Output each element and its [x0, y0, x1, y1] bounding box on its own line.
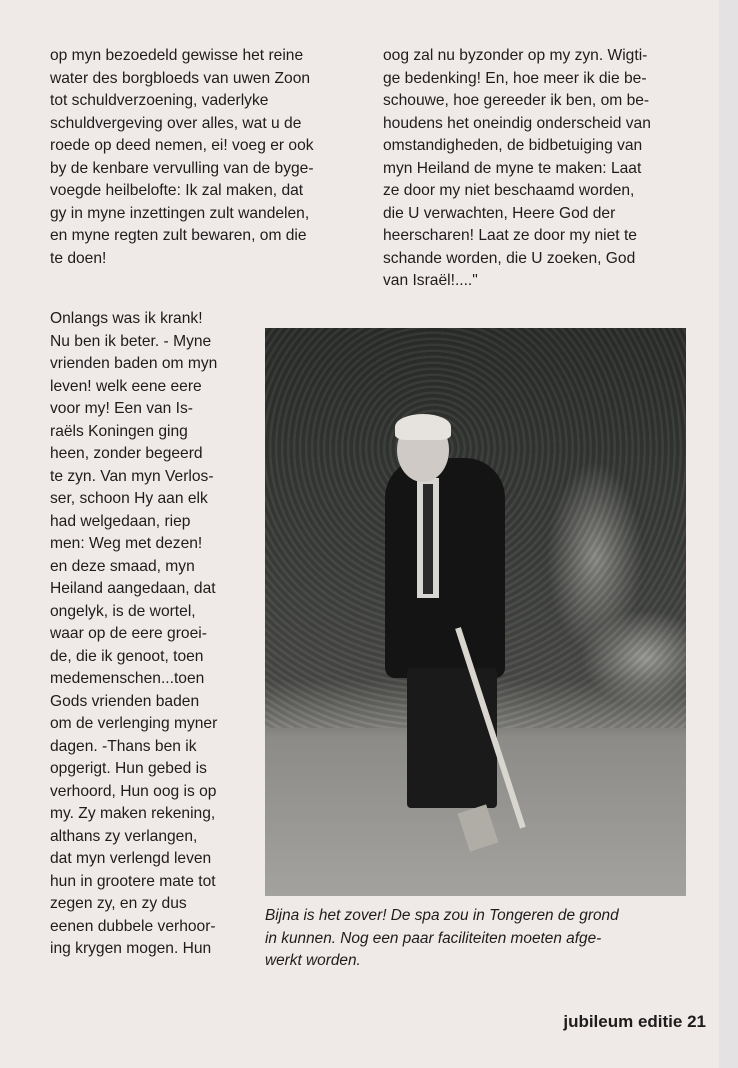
text-column-right — [383, 45, 651, 293]
text-column-left-top — [50, 45, 314, 270]
text-line: Bijna is het zover! De spa zou in Tongeren de grond — [265, 907, 619, 924]
text-line: Onlangs was ik krank! — [50, 310, 203, 327]
page-footer: jubileum editie 21 — [563, 1012, 706, 1031]
text-line: had welgedaan, riep — [50, 512, 191, 530]
tie — [423, 484, 433, 594]
text-line: omstandigheden, de bidbetuiging van — [383, 137, 643, 154]
photo-man-with-spade — [265, 328, 686, 896]
text-line: te zyn. Van myn Verlos- — [50, 467, 214, 485]
text-column-left-bottom — [50, 308, 217, 961]
text-line: opgerigt. Hun gebed is — [50, 760, 207, 777]
text-line: om de verlenging myner — [50, 715, 218, 732]
text-line: my. Zy maken rekening, — [50, 805, 216, 822]
text-line: ser, schoon Hy aan elk — [50, 490, 208, 507]
text-line: gy in myne inzettingen zult wandelen, — [50, 204, 310, 222]
text-line: ge bedenking! En, hoe meer ik die be- — [383, 69, 647, 87]
text-line: dagen. -Thans ben ik — [50, 737, 197, 755]
text-line: raëls Koningen ging — [50, 422, 188, 440]
photo-caption — [265, 905, 619, 973]
text-line: voor my! Een van Is- — [50, 400, 193, 417]
text-line: schuldvergeving over alles, wat u de — [50, 114, 302, 132]
text-line: althans zy verlangen, — [50, 827, 198, 845]
text-line: schande worden, die U zoeken, God — [383, 249, 636, 267]
text-line: Gods vrienden baden — [50, 692, 200, 710]
text-line: zegen zy, en zy dus — [50, 895, 187, 912]
text-line: werkt worden. — [265, 952, 361, 969]
text-line: in kunnen. Nog een paar faciliteiten moeten afge- — [265, 929, 602, 947]
text-line: medemenschen...toen — [50, 670, 205, 687]
man-body — [385, 458, 505, 678]
text-line: waar op de eere groei- — [50, 625, 207, 642]
text-line: heen, zonder begeerd — [50, 445, 203, 462]
spade-blade — [458, 804, 499, 851]
text-line: by de kenbare vervulling van de byge- — [50, 159, 314, 177]
text-line: Nu ben ik beter. - Myne — [50, 332, 212, 350]
text-line: van Israël!...." — [383, 272, 478, 289]
text-line: heerscharen! Laat ze door my niet te — [383, 227, 637, 244]
text-line: en myne regten zult bewaren, om die — [50, 227, 307, 244]
text-line: myn Heiland de myne te maken: Laat — [383, 159, 642, 177]
text-line: oog zal nu byzonder op my zyn. Wigti- — [383, 47, 648, 64]
text-line: eenen dubbele verhoor- — [50, 917, 216, 935]
text-line: dat myn verlengd leven — [50, 850, 212, 867]
text-line: schouwe, hoe gereeder ik ben, om be- — [383, 92, 650, 109]
text-line: leven! welk eene eere — [50, 377, 202, 395]
text-line: de, die ik genoot, toen — [50, 647, 204, 665]
text-line: vrienden baden om myn — [50, 355, 218, 372]
text-line: men: Weg met dezen! — [50, 535, 203, 552]
text-line: water des borgbloeds van uwen Zoon — [50, 69, 311, 87]
text-line: tot schuldverzoening, vaderlyke — [50, 92, 269, 109]
text-line: te doen! — [50, 249, 107, 267]
text-line: houdens het oneindig onderscheid van — [383, 114, 651, 132]
text-line: voegde heilbelofte: Ik zal maken, dat — [50, 182, 304, 199]
text-line: ze door my niet beschaamd worden, — [383, 182, 635, 199]
text-line: Heiland aangedaan, dat — [50, 580, 216, 597]
scan-edge — [719, 0, 738, 1068]
text-line: en deze smaad, myn — [50, 557, 195, 575]
text-line: roede op deed nemen, ei! voeg er ook — [50, 137, 314, 154]
text-line: ongelyk, is de wortel, — [50, 602, 196, 620]
text-line: ing krygen mogen. Hun — [50, 940, 212, 957]
text-line: op myn bezoedeld gewisse het reine — [50, 47, 304, 64]
text-line: verhoord, Hun oog is op — [50, 782, 217, 800]
text-line: die U verwachten, Heere God der — [383, 204, 616, 222]
text-line: hun in grootere mate tot — [50, 872, 216, 890]
man-hair — [395, 414, 451, 440]
man-legs — [407, 668, 497, 808]
